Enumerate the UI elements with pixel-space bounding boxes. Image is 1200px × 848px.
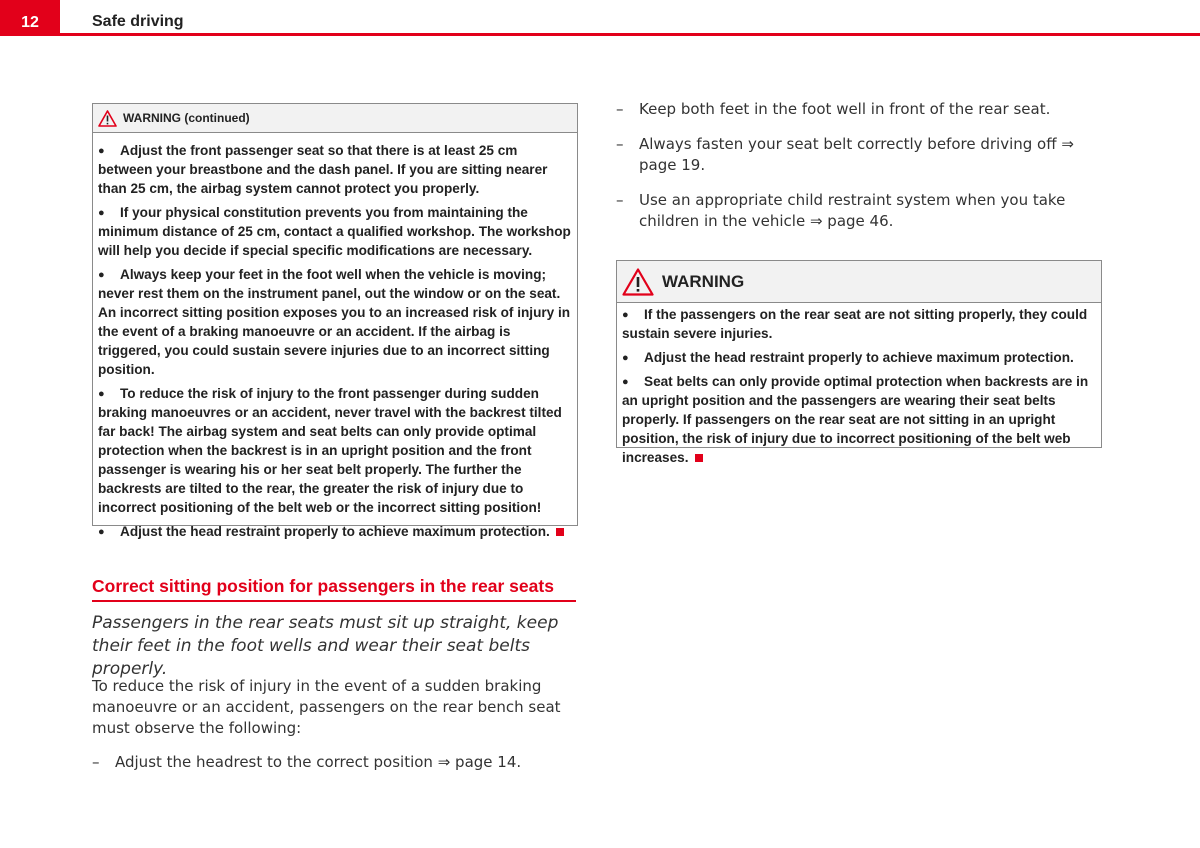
list-item: – Keep both feet in the foot well in front of the rear seat. (616, 100, 1051, 118)
warning-triangle-icon (98, 110, 117, 127)
list-item: – Always fasten your seat belt correctly before driving off ⇒ page 19. (616, 135, 1074, 174)
dash-icon: – (92, 753, 100, 771)
warning-item: ●To reduce the risk of injury to the front passenger during sudden braking manoeuvres or an accident, never travel with the backrest tilted far back! The airbag system and seat belts can only provide optimal protection when the backrest is in an upright position and the front passenger is wearing his or her seat belt properly. The further the backrests are tilted to the rear, the greater the risk of injury due to incorrect positioning of the belt web or the incorrect sitting position! (98, 384, 572, 517)
page-header (0, 0, 1200, 36)
warning-item: ●Always keep your feet in the foot well when the vehicle is moving; never rest them on the instrument panel, out the window or on the seat. An incorrect sitting position exposes you to an increased risk of injury in the event of a braking manoeuvre or an accident. If the airbag is triggered, you could sustain severe injuries due to an incorrect sitting position. (98, 265, 572, 379)
dash-icon: – (616, 191, 624, 209)
bullet-icon (622, 348, 644, 358)
warning-item: ●If your physical constitution prevents you from maintaining the minimum distance of 25 cm, contact a qualified workshop. The workshop will help you decide if special specific modifications are necessary. (98, 203, 572, 260)
bullet-icon (98, 265, 120, 275)
warning-continued-title: WARNING (continued) (123, 111, 250, 125)
end-mark-icon (556, 528, 564, 536)
bullet-icon (98, 384, 120, 394)
warning-item: ●Adjust the head restraint properly to achieve maximum protection. (622, 348, 1096, 367)
dash-icon: – (616, 100, 624, 118)
warning-header (617, 261, 1101, 303)
bullet-icon (98, 141, 120, 151)
warning-triangle-icon (622, 268, 654, 296)
bullet-icon (98, 522, 120, 532)
list-item: – Use an appropriate child restraint system when you take children in the vehicle ⇒ page 46. (616, 191, 1066, 230)
dash-icon: – (616, 135, 624, 153)
warning-item: ●Seat belts can only provide optimal protection when backrests are in an upright position and the passengers are wearing their seat belts properly. If passengers on the rear seat are not sitting in an upright position, the risk of injury due to incorrect positioning of the belt web increases. (622, 372, 1096, 467)
bullet-icon (98, 203, 120, 213)
warning-continued-box (92, 103, 578, 539)
warning-item: ●Adjust the head restraint properly to achieve maximum protection. (98, 522, 572, 541)
section-body: To reduce the risk of injury in the event of a sudden braking manoeuvre or an accident, passengers on the rear bench seat must observe the following: (92, 677, 561, 737)
chapter-title: Safe driving (92, 13, 184, 30)
warning-item: ●Adjust the front passenger seat so that there is at least 25 cm between your breastbone and the dash panel. If you are sitting nearer than 25 cm, the airbag system cannot protect you properly. (98, 141, 572, 198)
warning-continued-body (93, 133, 577, 541)
bullet-icon (622, 372, 644, 382)
warning-body (617, 303, 1101, 467)
bullet-icon (622, 305, 644, 315)
end-mark-icon (695, 454, 703, 462)
steps-list-right (616, 99, 1106, 246)
warning-continued-header (93, 104, 577, 133)
header-rule (60, 33, 1200, 36)
list-item: – Adjust the headrest to the correct position ⇒ page 14. (92, 753, 522, 771)
section-intro: Passengers in the rear seats must sit up straight, keep their feet in the foot wells and wear their seat belts properly. (92, 613, 559, 679)
section-title: Correct sitting position for passengers in the rear seats (92, 576, 576, 602)
warning-title: WARNING (662, 271, 745, 291)
warning-item: ●If the passengers on the rear seat are not sitting properly, they could sustain severe injuries. (622, 305, 1096, 343)
page-number: 12 (0, 0, 60, 36)
warning-box (616, 260, 1102, 465)
steps-list-left (92, 752, 582, 773)
